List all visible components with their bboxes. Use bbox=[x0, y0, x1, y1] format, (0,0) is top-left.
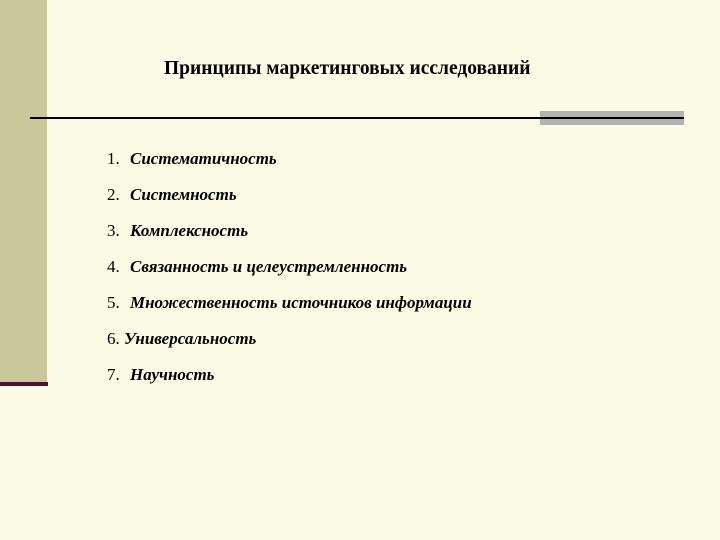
list-item bbox=[107, 183, 472, 219]
list-item bbox=[107, 291, 472, 327]
principles-list bbox=[107, 147, 472, 399]
left-bar-accent-line bbox=[0, 382, 48, 386]
list-item bbox=[107, 147, 472, 183]
slide-title: Принципы маркетинговых исследований bbox=[164, 58, 531, 79]
list-item-label: Связанность и целеустремленность bbox=[130, 257, 408, 276]
list-item-number: 2. bbox=[107, 185, 120, 204]
title-divider-line bbox=[30, 117, 540, 119]
list-item-number: 6. bbox=[107, 329, 120, 348]
list-item-label: Универсальность bbox=[124, 329, 257, 348]
list-item-label: Системность bbox=[130, 185, 237, 204]
list-item-number: 7. bbox=[107, 365, 120, 384]
list-item bbox=[107, 363, 472, 399]
list-item-label: Научность bbox=[130, 365, 215, 384]
list-item bbox=[107, 327, 472, 363]
list-item-label: Комплексность bbox=[130, 221, 249, 240]
list-item-label: Множественность источников информации bbox=[130, 293, 472, 312]
list-item-number: 5. bbox=[107, 293, 120, 312]
list-item-number: 4. bbox=[107, 257, 120, 276]
list-item-number: 3. bbox=[107, 221, 120, 240]
left-decorative-bar bbox=[0, 0, 47, 383]
list-item-label: Систематичность bbox=[130, 149, 277, 168]
list-item-number: 1. bbox=[107, 149, 120, 168]
list-item bbox=[107, 255, 472, 291]
title-divider-line-right bbox=[540, 117, 684, 119]
list-item bbox=[107, 219, 472, 255]
